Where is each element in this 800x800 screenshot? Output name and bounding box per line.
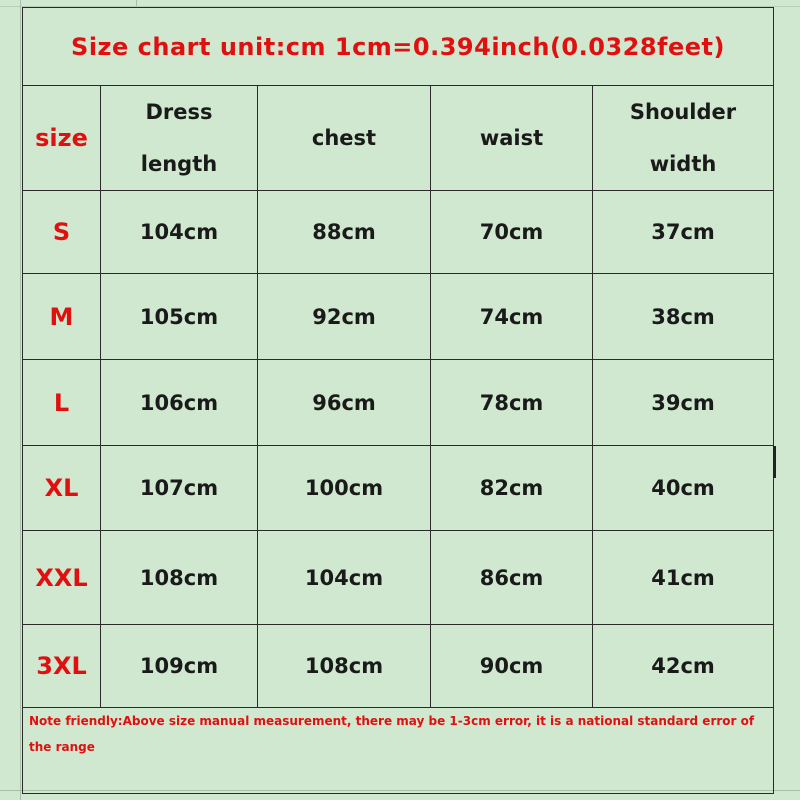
waist-value: 70cm bbox=[431, 191, 593, 274]
header-shoulder-line2: width bbox=[649, 152, 717, 176]
note-text: Note friendly:Above size manual measurement, there may be 1-3cm error, it is a national standard error of the range bbox=[23, 708, 774, 794]
table-row bbox=[23, 360, 774, 446]
chest-value: 104cm bbox=[258, 531, 431, 625]
dress-length-value: 109cm bbox=[101, 625, 258, 708]
header-chest: chest bbox=[258, 86, 431, 191]
size-label: L bbox=[23, 360, 101, 446]
header-shoulder-line1: Shoulder bbox=[629, 100, 737, 124]
size-label: XXL bbox=[23, 531, 101, 625]
size-label: S bbox=[23, 191, 101, 274]
header-size: size bbox=[23, 86, 101, 191]
header-dress-length bbox=[101, 86, 258, 191]
text-cursor-mark bbox=[773, 446, 776, 478]
chart-title: Size chart unit:cm 1cm=0.394inch(0.0328feet) bbox=[23, 8, 774, 86]
table-row bbox=[23, 191, 774, 274]
dress-length-value: 104cm bbox=[101, 191, 258, 274]
table-row bbox=[23, 625, 774, 708]
chest-value: 92cm bbox=[258, 274, 431, 360]
chest-value: 88cm bbox=[258, 191, 431, 274]
table-row bbox=[23, 446, 774, 531]
header-dress-length-line1: Dress bbox=[145, 100, 213, 124]
dress-length-value: 107cm bbox=[101, 446, 258, 531]
shoulder-value: 39cm bbox=[593, 360, 774, 446]
shoulder-value: 40cm bbox=[593, 446, 774, 531]
shoulder-value: 42cm bbox=[593, 625, 774, 708]
dress-length-value: 105cm bbox=[101, 274, 258, 360]
size-label: XL bbox=[23, 446, 101, 531]
chest-value: 100cm bbox=[258, 446, 431, 531]
waist-value: 90cm bbox=[431, 625, 593, 708]
waist-value: 82cm bbox=[431, 446, 593, 531]
header-shoulder-width bbox=[593, 86, 774, 191]
size-chart-table bbox=[22, 7, 774, 794]
shoulder-value: 37cm bbox=[593, 191, 774, 274]
header-waist: waist bbox=[431, 86, 593, 191]
shoulder-value: 38cm bbox=[593, 274, 774, 360]
table-row bbox=[23, 531, 774, 625]
waist-value: 86cm bbox=[431, 531, 593, 625]
shoulder-value: 41cm bbox=[593, 531, 774, 625]
table-row bbox=[23, 274, 774, 360]
header-row bbox=[23, 86, 774, 191]
gridline-left bbox=[20, 0, 21, 800]
chest-value: 96cm bbox=[258, 360, 431, 446]
header-dress-length-line2: length bbox=[140, 152, 218, 176]
dress-length-value: 108cm bbox=[101, 531, 258, 625]
size-label: M bbox=[23, 274, 101, 360]
waist-value: 74cm bbox=[431, 274, 593, 360]
title-row bbox=[23, 8, 774, 86]
waist-value: 78cm bbox=[431, 360, 593, 446]
dress-length-value: 106cm bbox=[101, 360, 258, 446]
gridline-tick bbox=[136, 0, 137, 6]
sheet-top-strip bbox=[0, 0, 800, 7]
size-label: 3XL bbox=[23, 625, 101, 708]
note-row bbox=[23, 708, 774, 794]
chest-value: 108cm bbox=[258, 625, 431, 708]
